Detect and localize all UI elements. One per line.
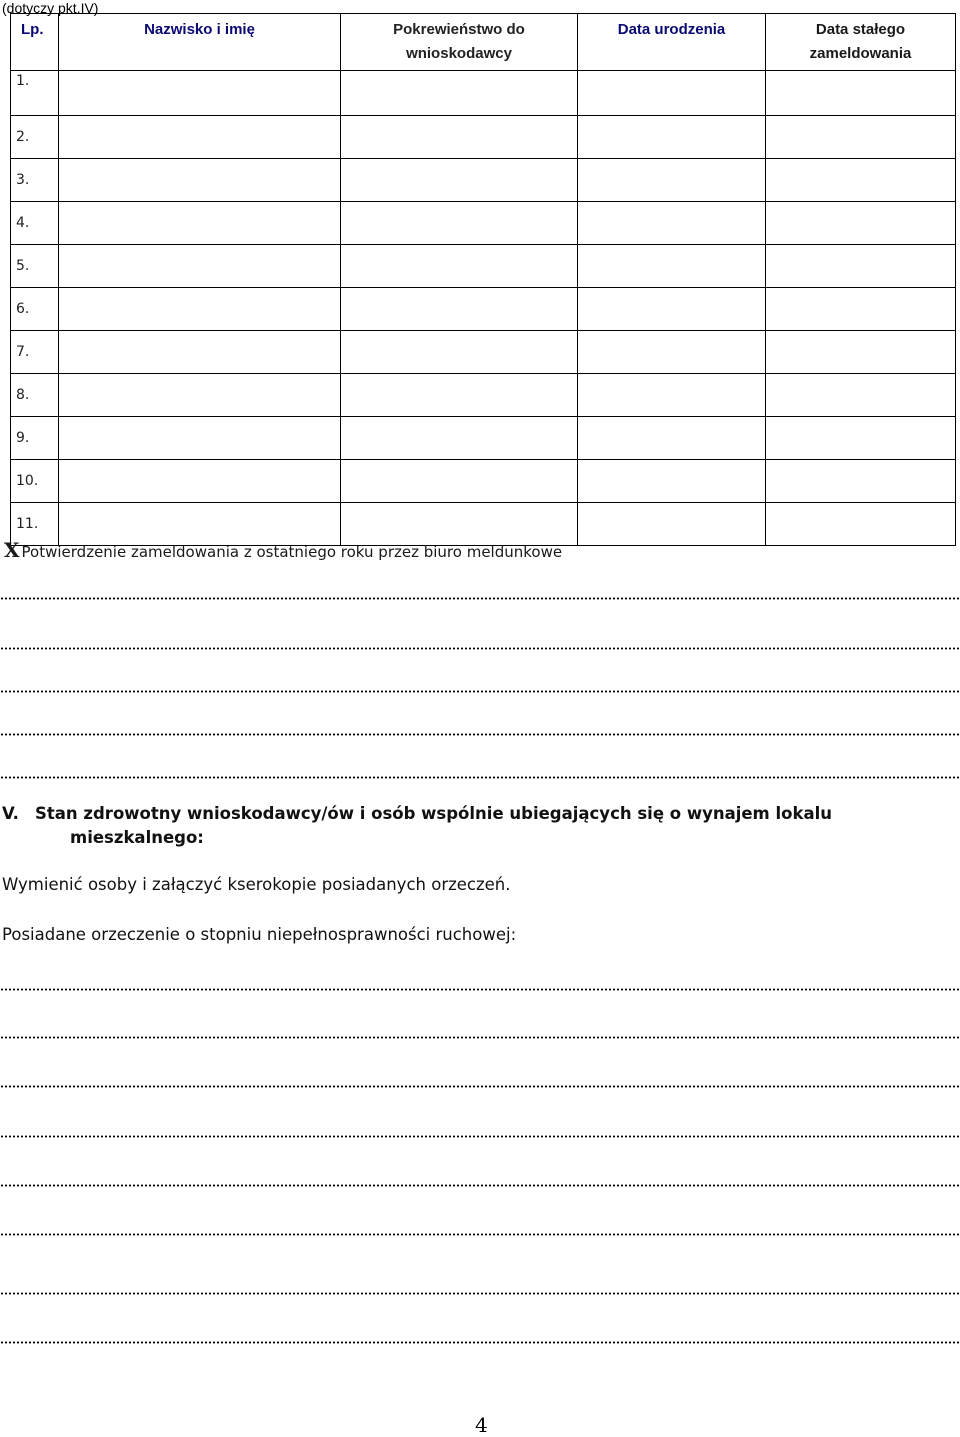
row-number: 7. <box>11 331 59 374</box>
relation-cell[interactable] <box>341 71 578 116</box>
confirmation-text: Potwierdzenie zameldowania z ostatniego roku przez biuro meldunkowe <box>21 543 563 561</box>
table-row <box>11 460 956 503</box>
registration-confirmation <box>4 538 562 562</box>
answer-dotted-line[interactable] <box>0 647 960 650</box>
answer-dotted-line[interactable] <box>0 1135 960 1138</box>
residence-date-cell[interactable] <box>766 374 956 417</box>
answer-dotted-line[interactable] <box>0 1036 960 1039</box>
table-row <box>11 374 956 417</box>
table-row <box>11 288 956 331</box>
name-cell[interactable] <box>59 71 341 116</box>
row-number: 5. <box>11 245 59 288</box>
residence-date-cell[interactable] <box>766 71 956 116</box>
disability-label: Posiadane orzeczenie o stopniu niepełnosprawności ruchowej: <box>2 925 517 944</box>
residence-date-cell[interactable] <box>766 245 956 288</box>
name-cell[interactable] <box>59 288 341 331</box>
section-number: V. <box>2 804 19 823</box>
relation-cell[interactable] <box>341 116 578 159</box>
birth-date-cell[interactable] <box>578 202 766 245</box>
row-number: 9. <box>11 417 59 460</box>
header-relation: Pokrewieństwo do wnioskodawcy <box>341 14 578 71</box>
answer-dotted-line[interactable] <box>0 1341 960 1344</box>
answer-dotted-line[interactable] <box>0 1233 960 1236</box>
residence-date-cell[interactable] <box>766 116 956 159</box>
birth-date-cell[interactable] <box>578 116 766 159</box>
section-v-heading <box>2 802 952 850</box>
name-cell[interactable] <box>59 116 341 159</box>
birth-date-cell[interactable] <box>578 503 766 546</box>
relation-cell[interactable] <box>341 460 578 503</box>
table-row <box>11 71 956 116</box>
table-row <box>11 331 956 374</box>
birth-date-cell[interactable] <box>578 245 766 288</box>
row-number: 3. <box>11 159 59 202</box>
header-birth-date: Data urodzenia <box>578 14 766 71</box>
residence-date-cell[interactable] <box>766 417 956 460</box>
birth-date-cell[interactable] <box>578 417 766 460</box>
name-cell[interactable] <box>59 417 341 460</box>
residence-date-cell[interactable] <box>766 159 956 202</box>
relation-cell[interactable] <box>341 331 578 374</box>
table-row <box>11 202 956 245</box>
header-lp: Lp. <box>11 14 59 71</box>
relation-cell[interactable] <box>341 417 578 460</box>
family-members-table <box>10 13 956 546</box>
relation-cell[interactable] <box>341 374 578 417</box>
table-header-row <box>11 14 956 71</box>
name-cell[interactable] <box>59 374 341 417</box>
residence-date-cell[interactable] <box>766 202 956 245</box>
birth-date-cell[interactable] <box>578 159 766 202</box>
birth-date-cell[interactable] <box>578 460 766 503</box>
table-row <box>11 159 956 202</box>
section-title-line1: Stan zdrowotny wnioskodawcy/ów i osób wspólnie ubiegających się o wynajem lokalu <box>35 804 832 823</box>
row-number: 6. <box>11 288 59 331</box>
birth-date-cell[interactable] <box>578 71 766 116</box>
table-row <box>11 116 956 159</box>
answer-dotted-line[interactable] <box>0 1085 960 1088</box>
row-number: 11. <box>11 503 59 546</box>
name-cell[interactable] <box>59 245 341 288</box>
answer-dotted-line[interactable] <box>0 733 960 736</box>
header-residence-date: Data stałego zameldowania <box>766 14 956 71</box>
relation-cell[interactable] <box>341 159 578 202</box>
relation-cell[interactable] <box>341 245 578 288</box>
answer-dotted-line[interactable] <box>0 988 960 991</box>
instruction-text: Wymienić osoby i załączyć kserokopie posiadanych orzeczeń. <box>2 875 511 894</box>
relation-cell[interactable] <box>341 202 578 245</box>
table-row <box>11 245 956 288</box>
row-number: 4. <box>11 202 59 245</box>
answer-dotted-line[interactable] <box>0 1292 960 1295</box>
name-cell[interactable] <box>59 331 341 374</box>
header-name: Nazwisko i imię <box>59 14 341 71</box>
checkbox-mark-icon[interactable]: X <box>4 538 20 562</box>
residence-date-cell[interactable] <box>766 460 956 503</box>
birth-date-cell[interactable] <box>578 374 766 417</box>
answer-dotted-line[interactable] <box>0 690 960 693</box>
residence-date-cell[interactable] <box>766 503 956 546</box>
relation-cell[interactable] <box>341 288 578 331</box>
birth-date-cell[interactable] <box>578 288 766 331</box>
name-cell[interactable] <box>59 202 341 245</box>
answer-dotted-line[interactable] <box>0 1184 960 1187</box>
page-number: 4 <box>475 1413 488 1437</box>
section-title-line2: mieszkalnego: <box>70 828 204 847</box>
answer-dotted-line[interactable] <box>0 597 960 600</box>
table-row <box>11 417 956 460</box>
row-number: 10. <box>11 460 59 503</box>
answer-dotted-line[interactable] <box>0 776 960 779</box>
row-number: 1. <box>11 71 59 116</box>
name-cell[interactable] <box>59 460 341 503</box>
residence-date-cell[interactable] <box>766 331 956 374</box>
residence-date-cell[interactable] <box>766 288 956 331</box>
name-cell[interactable] <box>59 159 341 202</box>
birth-date-cell[interactable] <box>578 331 766 374</box>
row-number: 8. <box>11 374 59 417</box>
row-number: 2. <box>11 116 59 159</box>
top-note: (dotyczy pkt.IV) <box>2 0 99 16</box>
